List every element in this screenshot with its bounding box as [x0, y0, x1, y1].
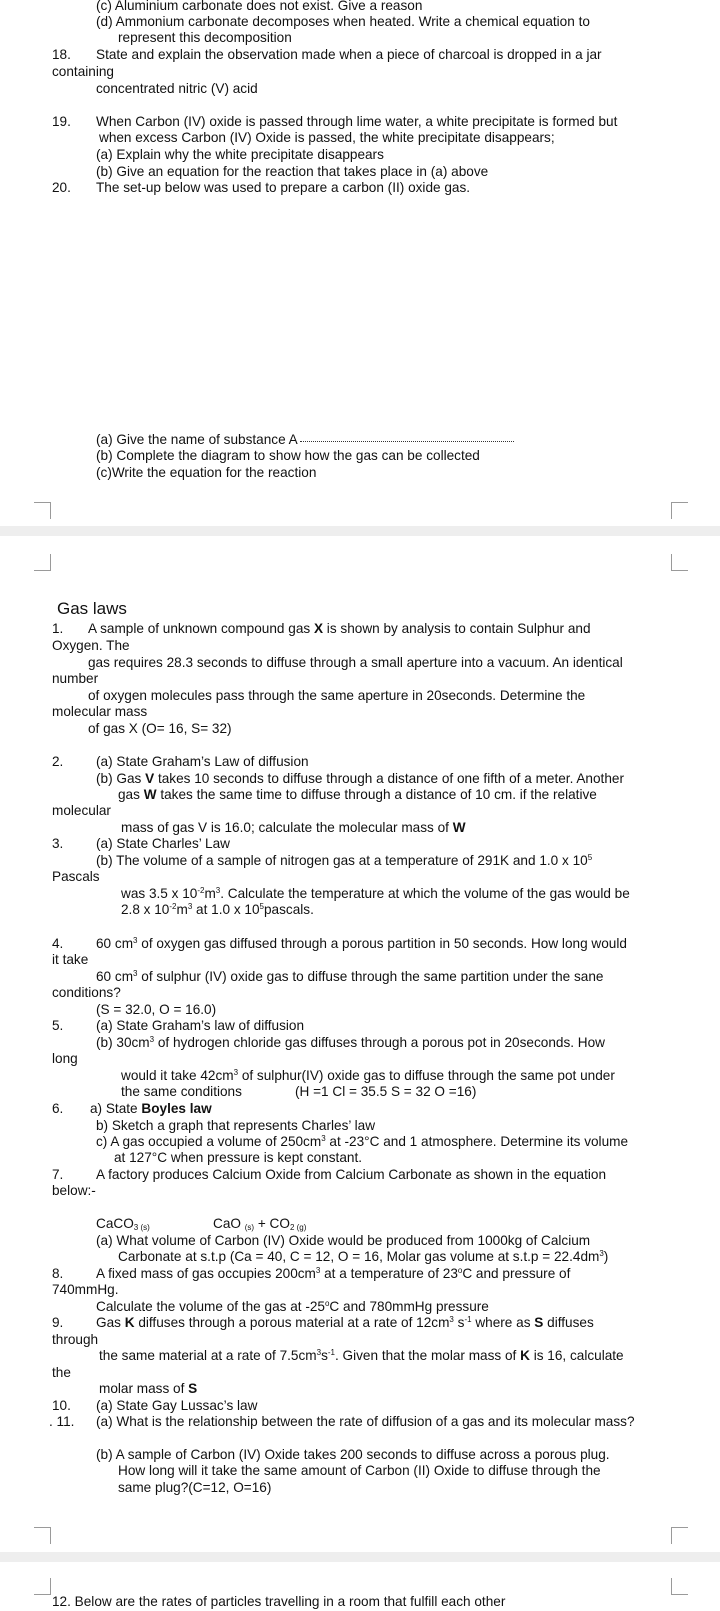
q3-number: 3. — [52, 836, 64, 851]
q8-line2: 740mmHg. — [52, 1282, 119, 1297]
q1-line5: of oxygen molecules pass through the same aperture in 20seconds. Determine the — [88, 688, 586, 703]
q17c-text: (c) Aluminium carbonate does not exist. Give a reason — [96, 0, 423, 13]
q20-number: 20. — [52, 180, 71, 195]
page-corner-mark — [34, 502, 51, 519]
q1-line7: of gas X (O= 16, S= 32) — [88, 721, 232, 736]
q5-part-b-line3: would it take $42cm^3$ of sulphur(IV) oxide gas to diffuse through the same pot under — [121, 1068, 615, 1083]
q1-line6: molecular mass — [52, 704, 148, 719]
q7-equation-products: CaO $_{(s)} + CO_{2 (g)}$ — [213, 1216, 307, 1232]
q11-part-b-line1: (b) A sample of Carbon (IV) Oxide takes 200 seconds to diffuse across a porous plug. — [96, 1447, 610, 1462]
q20-part-a: (a) Give the name of substance A — [96, 432, 514, 449]
q2-part-b-line4: mass of gas V is 16.0; calculate the molecular mass of W — [121, 820, 466, 835]
page-corner-mark — [34, 554, 51, 571]
q19-line2: when excess Carbon (IV) Oxide is passed, the white precipitate disappears; — [99, 130, 555, 145]
q19-part-a: (a) Explain why the white precipitate disappears — [96, 147, 384, 162]
page-corner-mark — [34, 1578, 51, 1595]
q7-part-a-line1: (a) What volume of Carbon (IV) Oxide would be produced from 1000kg of Calcium — [96, 1233, 591, 1248]
q8-line1: A fixed mass of gas occupies $200cm^3$ at a temperature of 23$^o$C and pressure of — [96, 1266, 571, 1281]
q11-part-a: (a) What is the relationship between the rate of diffusion of a gas and its molecular mass? — [96, 1414, 635, 1429]
q20-part-b: (b) Complete the diagram to show how the gas can be collected — [96, 448, 480, 463]
q7-line1: A factory produces Calcium Oxide from Calcium Carbonate as shown in the equation — [96, 1167, 607, 1182]
q7-number: 7. — [52, 1167, 64, 1182]
page-corner-mark — [671, 554, 688, 571]
q5-constants: (H =1 Cl = 35.5 S = 32 O =16) — [295, 1084, 477, 1099]
section-title: Gas laws — [57, 599, 127, 618]
page-corner-mark — [671, 502, 688, 519]
q5-part-b-line1: (b) $30cm^3$ of hydrogen chloride gas diffuses through a porous pot in 20seconds. How — [96, 1035, 605, 1050]
q4-line1: 60 $cm^3$ of oxygen gas diffused through a porous partition in 50 seconds. How long would — [96, 936, 627, 951]
page-1 — [0, 0, 720, 526]
q18-line1: State and explain the observation made when a piece of charcoal is dropped in a jar — [96, 47, 602, 62]
q7-part-a-line2: Carbonate at s.t.p (Ca = 40, C = 12, O = 16, Molar gas volume at $s.t.p = 22.4dm^3$) — [118, 1249, 609, 1264]
q2-part-b-line3: molecular — [52, 803, 111, 818]
q2-part-a: (a) State Graham’s Law of diffusion — [96, 754, 309, 769]
q6-part-b: b) Sketch a graph that represents Charles’ law — [96, 1118, 376, 1133]
q18-number: 18. — [52, 47, 71, 62]
q1-line2: Oxygen. The — [52, 638, 130, 653]
q10-number: 10. — [52, 1398, 71, 1413]
q2-number: 2. — [52, 754, 64, 769]
q6-number: 6. — [52, 1101, 64, 1116]
answer-line — [300, 441, 514, 442]
q1-number: 1. — [52, 621, 64, 636]
q7-line2: below:- — [52, 1183, 96, 1198]
q7-equation-reactant: CaCO$_{3 (s)}$ — [96, 1216, 150, 1232]
q3-part-b-line1: (b) The volume of a sample of nitrogen gas at a temperature of 291K and 1.0 x $10^5$ — [96, 853, 593, 868]
q3-part-a: (a) State Charles’ Law — [96, 836, 230, 851]
q11-part-b-line3: same plug?(C=12, O=16) — [118, 1480, 272, 1495]
q4-number: 4. — [52, 936, 64, 951]
q8-number: 8. — [52, 1266, 64, 1281]
q9-line3: the same material at a rate of $7.5cm^3s^{-1}$. Given that the molar mass of K is 16, calculate — [99, 1348, 624, 1363]
page-3 — [0, 1562, 720, 1609]
page-separator — [0, 526, 720, 536]
q20-part-c: (c)Write the equation for the reaction — [96, 465, 317, 480]
q6-part-c-line1: c) A gas occupied a volume of $250cm^3$ at -23°C and 1 atmosphere. Determine its volume — [96, 1134, 629, 1149]
q11-part-b-line2: How long will it take the same amount of Carbon (II) Oxide to diffuse through the — [118, 1463, 601, 1478]
q9-line4: the — [52, 1365, 71, 1380]
q19-part-b: (b) Give an equation for the reaction that takes place in (a) above — [96, 164, 489, 179]
q3-part-b-line4: 2.8 x $10^{-2}m^3$ at 1.0 x $10^5pascals$. — [121, 902, 314, 917]
q4-line4: conditions? — [52, 985, 121, 1000]
q1-line3: gas requires 28.3 seconds to diffuse through a small aperture into a vacuum. An identical — [88, 655, 623, 670]
q4-line2: it take — [52, 952, 89, 967]
q2-part-b-line2: gas W takes the same time to diffuse through a distance of 10 cm. if the relative — [118, 787, 597, 802]
q6-part-c-line2: at 127°C when pressure is kept constant. — [114, 1150, 362, 1165]
q2-part-b-line1: (b) Gas V takes 10 seconds to diffuse through a distance of one fifth of a meter. Another — [96, 771, 624, 786]
page-corner-mark — [671, 1578, 688, 1595]
q12-cut-off-line: 12. Below are the rates of particles travelling in a room that fulfill each other — [52, 1594, 506, 1609]
q9-line1: Gas K diffuses through a porous material at a rate of $12cm^3$ $s^{-1}$ where as S diffuses — [96, 1315, 594, 1330]
q5-number: 5. — [52, 1018, 64, 1033]
q9-line2: through — [52, 1332, 99, 1347]
q11-number: . 11. — [49, 1414, 75, 1429]
q6-part-a: a) State Boyles law — [90, 1101, 212, 1116]
q19-line1: When Carbon (IV) oxide is passed through lime water, a white precipitate is formed but — [96, 114, 618, 129]
q9-number: 9. — [52, 1315, 64, 1330]
q1-line1: A sample of unknown compound gas X is shown by analysis to contain Sulphur and — [88, 621, 591, 636]
q5-part-a: (a) State Graham’s law of diffusion — [96, 1018, 305, 1033]
page-separator — [0, 1552, 720, 1562]
page-2 — [0, 536, 720, 1552]
q10-line1: (a) State Gay Lussac’s law — [96, 1398, 258, 1413]
q4-line5: (S = 32.0, O = 16.0) — [96, 1002, 217, 1017]
q5-part-b-line2: long — [52, 1051, 78, 1066]
q4-line3: 60 $cm^3$ of sulphur (IV) oxide gas to diffuse through the same partition under the sane — [96, 969, 604, 984]
q1-line4: number — [52, 671, 99, 686]
q9-line5: molar mass of S — [99, 1381, 198, 1396]
q3-part-b-line3: was 3.5 x $10^{-2}m^3$. Calculate the temperature at which the volume of the gas would be — [121, 886, 630, 901]
q5-part-b-line4: the same conditions — [121, 1084, 242, 1099]
page-corner-mark — [671, 1527, 688, 1544]
q8-line3: Calculate the volume of the gas at -25$^o$C and 780mmHg pressure — [96, 1299, 489, 1314]
q3-part-b-line2: Pascals — [52, 869, 100, 884]
q17d-line2: represent this decomposition — [118, 30, 292, 45]
q19-number: 19. — [52, 114, 71, 129]
q18-line2: containing — [52, 64, 114, 79]
page-corner-mark — [34, 1527, 51, 1544]
q20-line1: The set-up below was used to prepare a carbon (II) oxide gas. — [96, 180, 471, 195]
q17d-line1: (d) Ammonium carbonate decomposes when heated. Write a chemical equation to — [96, 14, 590, 29]
q18-line3: concentrated nitric (V) acid — [96, 81, 258, 96]
